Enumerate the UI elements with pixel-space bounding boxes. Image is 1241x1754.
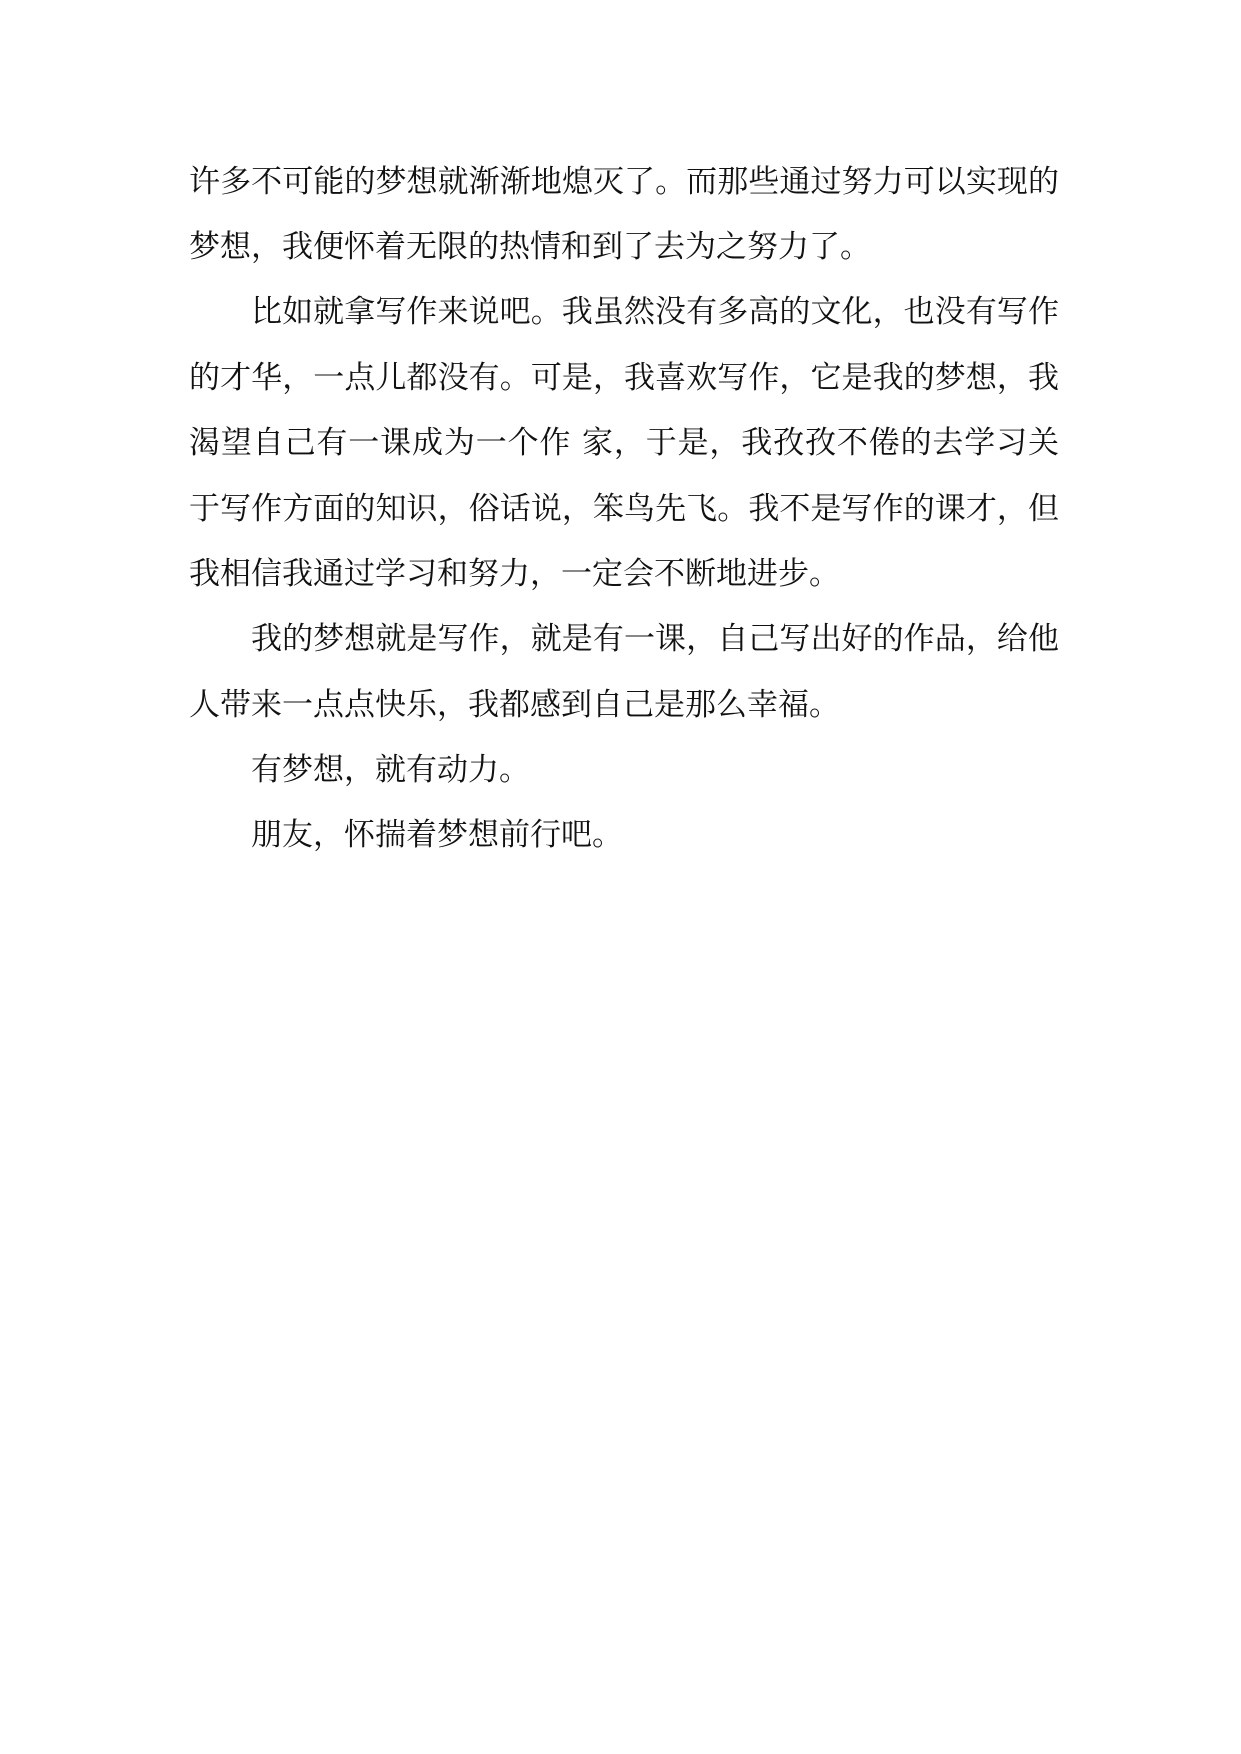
text-line: 我的梦想就是写作，就是有一课，自己写出好的作品，给他: [251, 621, 1059, 657]
text-line: 许多不可能的梦想就渐渐地熄灭了。而那些通过努力可以实现的: [189, 164, 1059, 200]
text-line: 渴望自己有一课成为一个作 家，于是，我孜孜不倦的去学习关: [189, 425, 1059, 461]
text-line: 梦想，我便怀着无限的热情和到了去为之努力了。: [189, 229, 871, 265]
text-line: 有梦想，就有动力。: [251, 752, 530, 788]
text-line: 比如就拿写作来说吧。我虽然没有多高的文化，也没有写作: [251, 294, 1059, 330]
text-line: 朋友，怀揣着梦想前行吧。: [251, 817, 623, 853]
text-line: 于写作方面的知识，俗话说，笨鸟先飞。我不是写作的课才，但: [189, 491, 1059, 527]
text-line: 我相信我通过学习和努力，一定会不断地进步。: [189, 556, 840, 592]
text-line: 人带来一点点快乐，我都感到自己是那么幸福。: [189, 687, 840, 723]
text-line: 的才华，一点儿都没有。可是，我喜欢写作，它是我的梦想，我: [189, 360, 1059, 396]
